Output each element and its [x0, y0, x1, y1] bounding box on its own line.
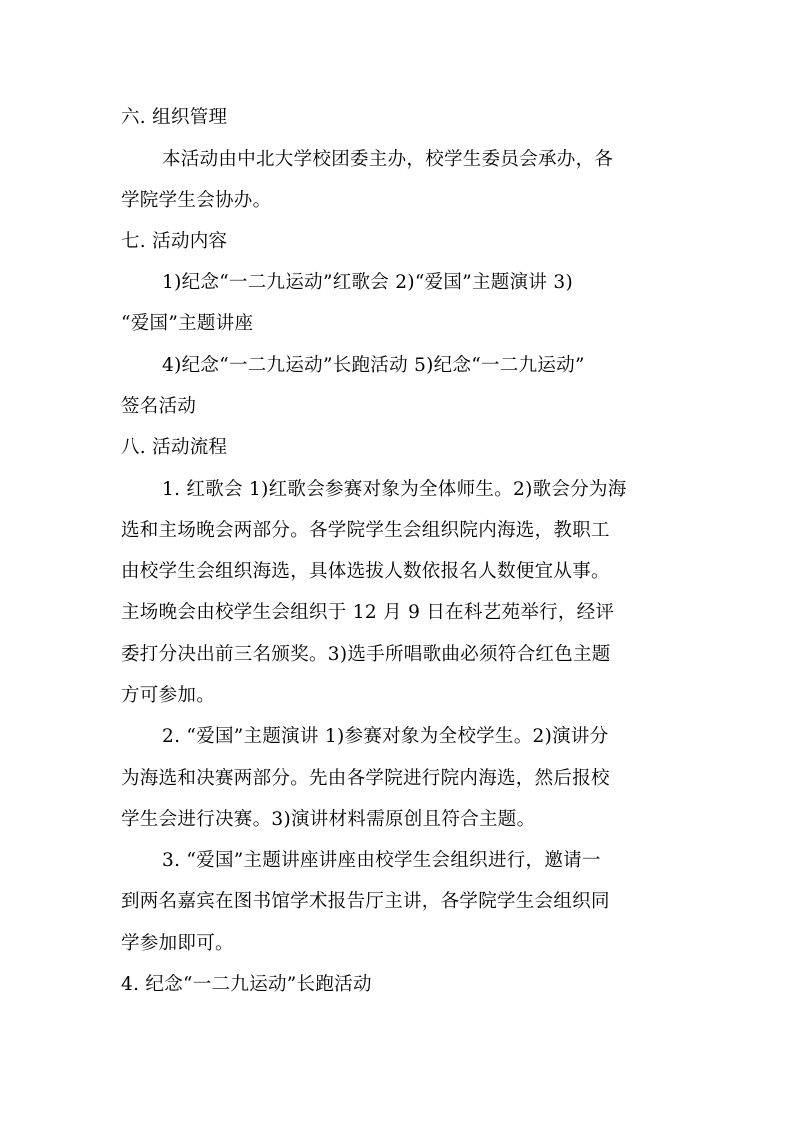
paragraph-line: 3. “爱国”主题讲座讲座由校学生会组织进行，邀请一: [162, 850, 601, 871]
paragraph-line: 委打分决出前三名颁奖。3)选手所唱歌曲必须符合红色主题: [121, 644, 611, 665]
paragraph-line: 学生会进行决赛。3)演讲材料需原创且符合主题。: [121, 809, 536, 830]
paragraph-line: 选和主场晚会两部分。各学院学生会组织院内海选，教职工: [121, 520, 610, 541]
paragraph-line: 为海选和决赛两部分。先由各学院进行院内海选，然后报校: [121, 768, 610, 789]
paragraph-line: 由校学生会组织海选，具体选拔人数依报名人数便宜从事。: [121, 561, 610, 582]
paragraph-line: 方可参加。: [121, 685, 216, 706]
paragraph-line: 主场晚会由校学生会组织于 12 月 9 日在科艺苑举行，经评: [121, 602, 615, 623]
paragraph-line: 4)纪念“一二九运动”长跑活动 5)纪念“一二九运动”: [162, 355, 585, 376]
paragraph-line: 本活动由中北大学校团委主办，校学生委员会承办，各: [162, 149, 614, 170]
paragraph-line: 到两名嘉宾在图书馆学术报告厅主讲，各学院学生会组织同: [121, 891, 610, 912]
paragraph-line: 签名活动: [121, 396, 197, 417]
paragraph-line: 学院学生会协办。: [121, 190, 272, 211]
section-heading-activity-content: 七. 活动内容: [121, 231, 228, 252]
paragraph-line: 学参加即可。: [121, 933, 234, 954]
section-heading-activity-process: 八. 活动流程: [121, 437, 228, 458]
paragraph-line: 4. 纪念“一二九运动”长跑活动: [121, 974, 372, 995]
paragraph-line: 1)纪念“一二九运动”红歌会 2)“爱国”主题演讲 3): [162, 272, 573, 293]
section-heading-organization: 六. 组织管理: [121, 107, 228, 128]
paragraph-line: 1. 红歌会 1)红歌会参赛对象为全体师生。2)歌会分为海: [162, 479, 627, 500]
paragraph-line: 2. “爱国”主题演讲 1)参赛对象为全校学生。2)演讲分: [162, 726, 609, 747]
paragraph-line: “爱国”主题讲座: [121, 313, 254, 334]
